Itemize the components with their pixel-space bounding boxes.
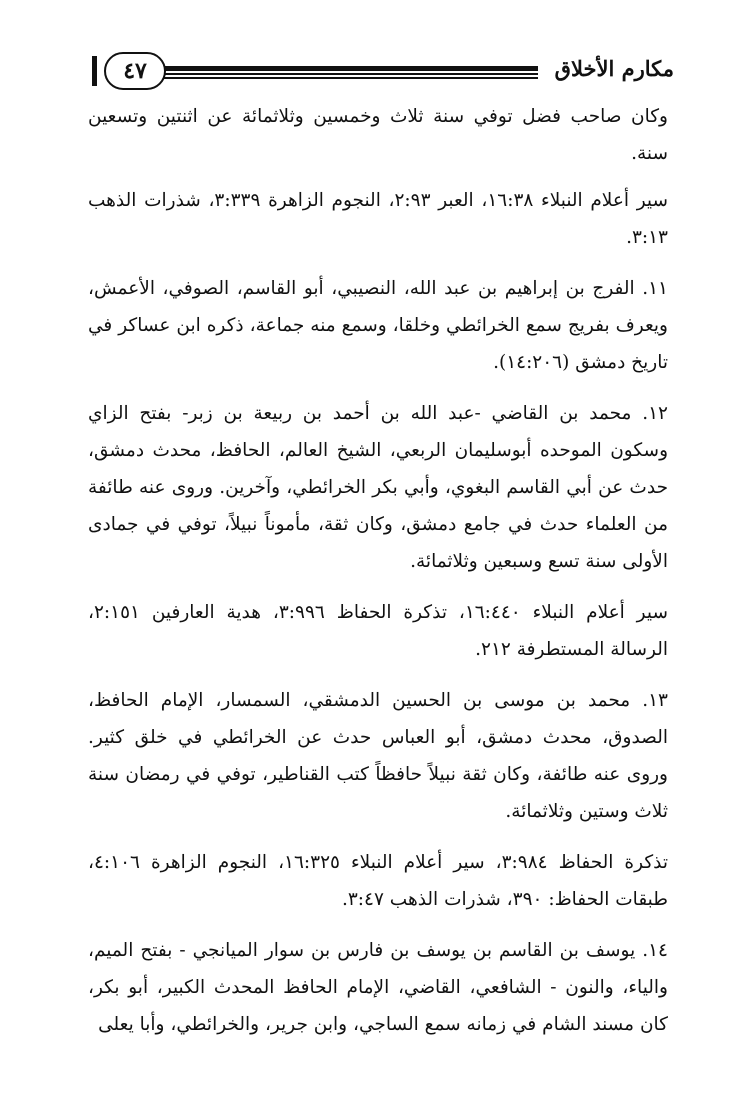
page-body	[88, 98, 668, 1043]
page-number: ٤٧	[104, 52, 166, 90]
reference-paragraph: سير أعلام النبلاء ١٦:٤٤٠، تذكرة الحفاظ ٣:٩٩٦، هدية العارفين ٢:١٥١، الرسالة المستطرفة ٢١٢.	[88, 602, 668, 660]
entry-paragraph: ١٢. محمد بن القاضي -عبد الله بن أحمد بن ربيعة بن زبر- بفتح الزاي وسكون الموحده أبوسليمان الربعي، الشيخ العالم، الحافظ، محدث دمشق، حدث عن أبي القاسم البغوي، وأبي بكر الخرائطي، وآخرين. وروى عنه طائفة من العلماء حدث في جامع دمشق، وكان ثقة، مأموناً نبيلاً، توفي في جمادى الأولى سنة تسع وسبعين وثلاثمائة.	[88, 403, 668, 572]
entry-paragraph: ١٣. محمد بن موسى بن الحسين الدمشقي، السمسار، الإمام الحافظ، الصدوق، محدث دمشق، أبو العباس حدث عن الخرائطي في خلق كثير. وروى عنه طائفة، وكان ثقة نبيلاً حافظاً كتب القناطير، توفي في رمضان سنة ثلاث وستين وثلاثمائة.	[88, 690, 668, 822]
header-rule-thin	[158, 73, 538, 75]
header-rule-thin	[158, 77, 538, 79]
paragraph: وكان صاحب فضل توفي سنة ثلاث وخمسين وثلاثمائة عن اثنتين وتسعين سنة.	[88, 106, 668, 164]
book-title: مكارم الأخلاق	[554, 56, 674, 81]
reference-paragraph: تذكرة الحفاظ ٣:٩٨٤، سير أعلام النبلاء ١٦:٣٢٥، النجوم الزاهرة ٤:١٠٦، طبقات الحفاظ: ٣٩٠، شذرات الذهب ٣:٤٧.	[88, 852, 668, 910]
entry-paragraph: ١١. الفرج بن إبراهيم بن عبد الله، النصيبي، أبو القاسم، الصوفي، الأعمش، ويعرف بفريج سمع الخرائطي وخلقا، وسمع منه جماعة، ذكره ابن عساكر في تاريخ دمشق (١٤:٢٠٦).	[88, 278, 668, 373]
page-header	[92, 52, 674, 96]
header-rule-thick	[158, 66, 538, 71]
header-end-bar	[92, 56, 97, 86]
entry-paragraph: ١٤. يوسف بن القاسم بن يوسف بن فارس بن سوار الميانجي - بفتح الميم، والياء، والنون - الشافعي، القاضي، الإمام الحافظ المحدث الكبير، أبو بكر، كان مسند الشام في زمانه سمع الساجي، وابن جرير، والخرائطي، وأبا يعلى	[88, 940, 668, 1035]
reference-paragraph: سير أعلام النبلاء ١٦:٣٨، العبر ٢:٩٣، النجوم الزاهرة ٣:٣٣٩، شذرات الذهب ٣:١٣.	[88, 190, 668, 248]
header-rule	[158, 66, 538, 80]
